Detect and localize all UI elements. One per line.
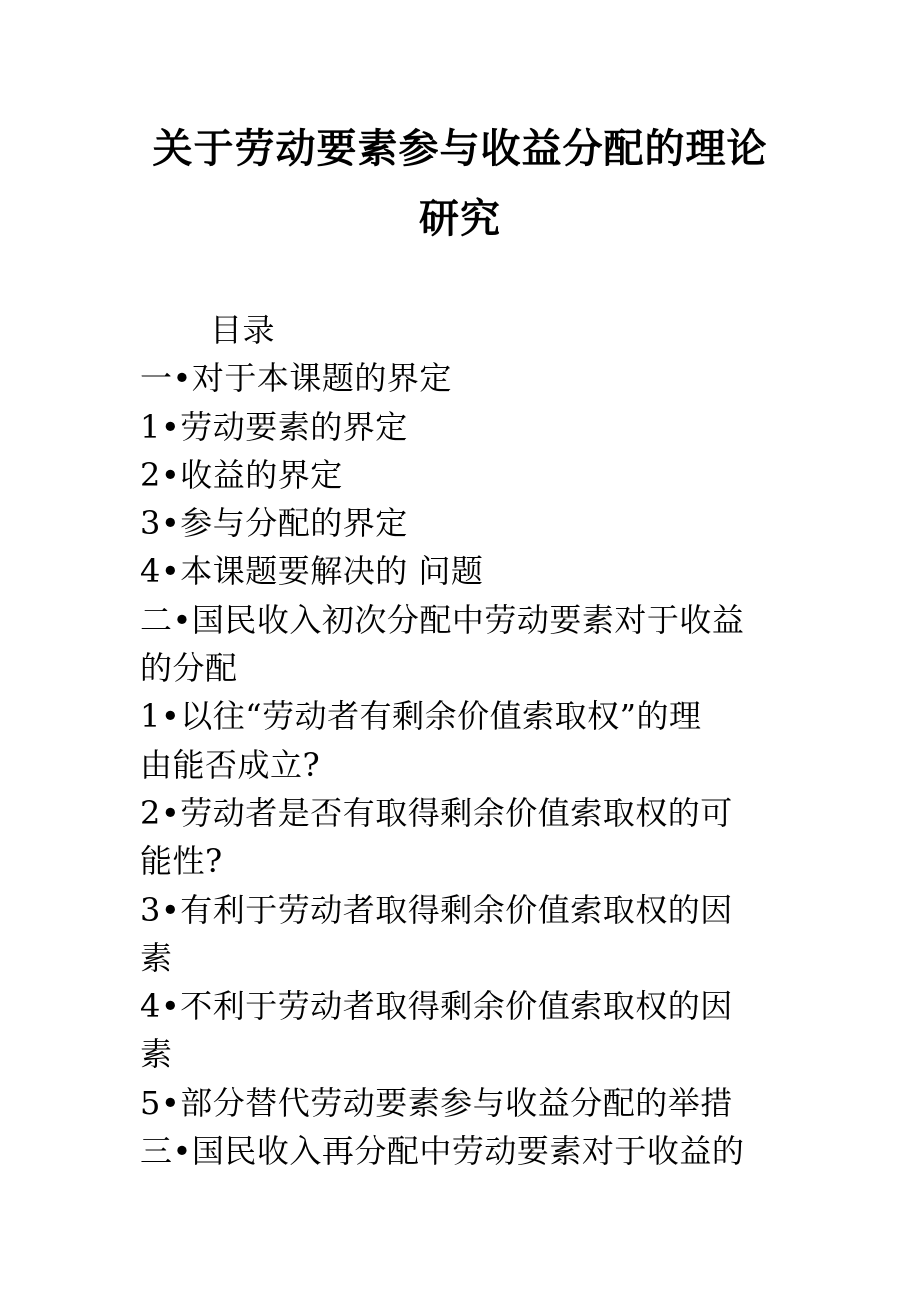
toc-item: 2•收益的界定 (140, 455, 343, 494)
toc-item-cont: 素 (140, 938, 173, 977)
toc-item-cont: 能性? (140, 842, 223, 881)
toc-item: 4•本课题要解决的 问题 (140, 552, 484, 591)
toc-item: 1•劳动要素的界定 (140, 407, 408, 446)
toc-item: 3•有利于劳动者取得剩余价值索取权的因 (140, 890, 733, 929)
toc-item-cont: 由能否成立? (140, 745, 321, 784)
table-of-contents (140, 306, 800, 1175)
toc-item-cont: 素 (140, 1035, 173, 1074)
toc-section-3: 三•国民收入再分配中劳动要素对于收益的 (140, 1132, 745, 1171)
toc-item: 5•部分替代劳动要素参与收益分配的举措 (140, 1083, 733, 1122)
toc-section-1: 一•对于本课题的界定 (140, 359, 452, 398)
document-title-line-1: 关于劳动要素参与收益分配的理论 (152, 125, 768, 172)
toc-item: 4•不利于劳动者取得剩余价值索取权的因 (140, 987, 733, 1026)
toc-section-2: 二•国民收入初次分配中劳动要素对于收益 (140, 600, 745, 639)
toc-item: 3•参与分配的界定 (140, 504, 408, 543)
document-title-line-2: 研究 (419, 195, 501, 242)
toc-item: 2•劳动者是否有取得剩余价值索取权的可 (140, 793, 733, 832)
toc-heading: 目录 (210, 311, 276, 349)
toc-section-2-cont: 的分配 (140, 649, 238, 688)
toc-item: 1•以往“劳动者有剩余价值索取权”的理 (140, 697, 702, 736)
